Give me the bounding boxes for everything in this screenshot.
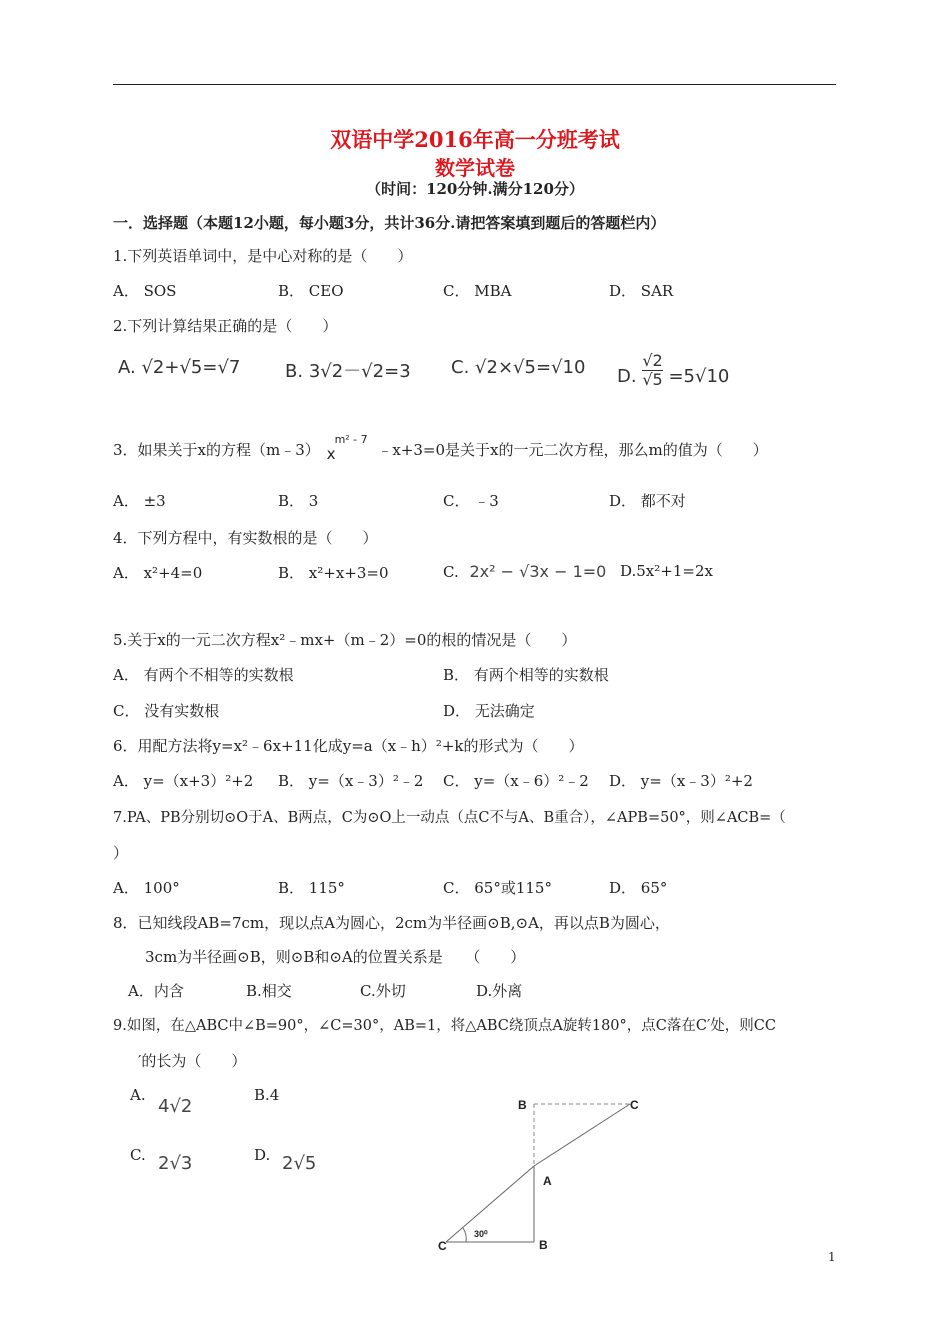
q5-option-d: D． 无法确定 [443,702,535,720]
q9-option-c-value: 2√3 [158,1153,193,1174]
question-9-line-1: 9.如图，在△ABC中∠B=90°，∠C=30°，AB=1，将△ABC绕顶点A旋转180°，点C落在C′处，则CC [113,1018,776,1034]
label-b-bottom: B [539,1238,548,1252]
q2-expr-d-rhs: =5√10 [668,365,730,387]
page-number: 1 [828,1250,836,1264]
q2-option-d [617,352,729,389]
q3-text-b: ﹣x+3=0是关于x的一元二次方程，那么m的值为（ ） [377,441,768,459]
question-4: 4．下列方程中，有实数根的是（ ） [113,529,378,547]
q1-option-d: D． SAR [609,282,674,300]
label-a: A [543,1174,552,1188]
angle-label: 30⁰ [474,1229,488,1239]
q9-option-d-value: 2√5 [282,1153,317,1174]
question-6: 6．用配方法将y=x²﹣6x+11化成y=a（x﹣h）²+k的形式为（ ） [113,737,584,755]
q3-exp-base: x [326,445,336,463]
triangle-figure [430,1090,650,1260]
q9-option-a-value: 4√2 [158,1096,193,1117]
lower-hypotenuse [446,1166,534,1242]
q1-option-b: B． CEO [278,282,344,300]
q4-option-c [443,562,606,581]
q5-option-b: B． 有两个相等的实数根 [443,666,609,684]
q4-option-a: A． x²+4=0 [113,564,203,582]
q9-option-d-label: D. [254,1146,271,1164]
section-heading: 一．选择题（本题12小题，每小题3分，共计36分.请把答案填到题后的答题栏内） [113,214,666,232]
label-c-bottom: C [438,1239,447,1253]
q5-option-c: C． 没有实数根 [113,702,220,720]
q2-expr-c: √2×√5=√10 [475,357,586,378]
q2-option-a [118,357,240,378]
question-8-line-1: 8．已知线段AB=7cm，现以点A为圆心，2cm为半径画⊙B,⊙A，再以点B为圆心， [113,914,670,932]
question-8-line-2: 3cm为半径画⊙B，则⊙B和⊙A的位置关系是 （ ） [145,948,526,966]
question-3 [113,433,768,463]
label-c-top: C [630,1098,639,1112]
q6-option-c: C． y=（x﹣6）²﹣2 [443,772,589,790]
q3-option-c: C． ﹣3 [443,492,499,510]
q9-option-c-label: C. [130,1146,146,1164]
q2-fraction-numerator: √2 [642,351,663,370]
q6-option-d: D． y=（x﹣3）²+2 [609,772,753,790]
q2-fraction-denominator: √5 [642,370,663,389]
q7-option-b: B． 115° [278,879,345,897]
upper-hypotenuse [534,1104,630,1166]
top-rule [113,84,836,85]
q2-expr-b: 3√2－√2=3 [308,361,411,382]
q1-option-a: A． SOS [113,282,177,300]
q7-option-a: A． 100° [113,879,180,897]
q4-option-c-expr: 2x² − √3x − 1=0 [469,562,607,581]
q2-option-d-label: D. [617,365,637,387]
q7-option-c: C． 65°或115° [443,879,552,897]
q3-exp-power: m² - 7 [334,433,368,446]
q4-option-d: D.5x²+1=2x [620,562,713,580]
q3-option-b: B． 3 [278,492,319,510]
q2-option-a-label: A. [118,357,136,378]
q9-option-a-label: A. [130,1086,146,1104]
subject-title: 数学试卷 [435,156,515,180]
q8-option-d: D.外离 [476,982,523,1000]
label-b-top: B [518,1098,527,1112]
question-9-line-2: ′的长为（ ） [138,1052,247,1070]
q3-option-d: D． 都不对 [609,492,686,510]
question-7-line-1: 7.PA、PB分别切⊙O于A、B两点，C为⊙O上一动点（点C不与A、B重合），∠APB=50°，则∠ACB=（ [113,810,786,826]
time-note: （时间：120分钟.满分120分） [366,180,584,198]
question-7-line-2: ） [113,844,129,862]
q7-option-d: D． 65° [609,879,668,897]
q6-option-a: A． y=（x+3）²+2 [113,772,254,790]
q5-option-a: A． 有两个不相等的实数根 [113,666,294,684]
school-title: 双语中学2016年高一分班考试 [330,127,620,152]
q3-text-a: 3．如果关于x的方程（m﹣3） [113,441,320,459]
q2-fraction [642,352,662,389]
q6-option-b: B． y=（x﹣3）²﹣2 [278,772,424,790]
q2-option-b-label: B. [285,361,304,382]
question-2: 2.下列计算结果正确的是（ ） [113,317,338,335]
question-1: 1.下列英语单词中，是中心对称的是（ ） [113,247,413,265]
q8-option-b: B.相交 [246,982,292,1000]
q1-option-c: C． MBA [443,282,512,300]
angle-arc [463,1228,466,1242]
q4-option-c-label: C. [443,563,459,581]
q3-option-a: A． ±3 [113,492,166,510]
q8-option-a: A．内含 [128,982,184,1000]
q3-exponent [325,433,373,463]
q8-option-c: C.外切 [360,982,406,1000]
q2-option-c [451,357,585,378]
q9-option-b-label: B.4 [254,1086,280,1104]
question-5: 5.关于x的一元二次方程x²﹣mx+（m﹣2）=0的根的情况是（ ） [113,631,577,649]
q2-option-b [285,357,411,383]
q2-expr-a: √2+√5=√7 [141,357,241,378]
q2-option-c-label: C. [451,357,470,378]
q4-option-b: B． x²+x+3=0 [278,564,389,582]
